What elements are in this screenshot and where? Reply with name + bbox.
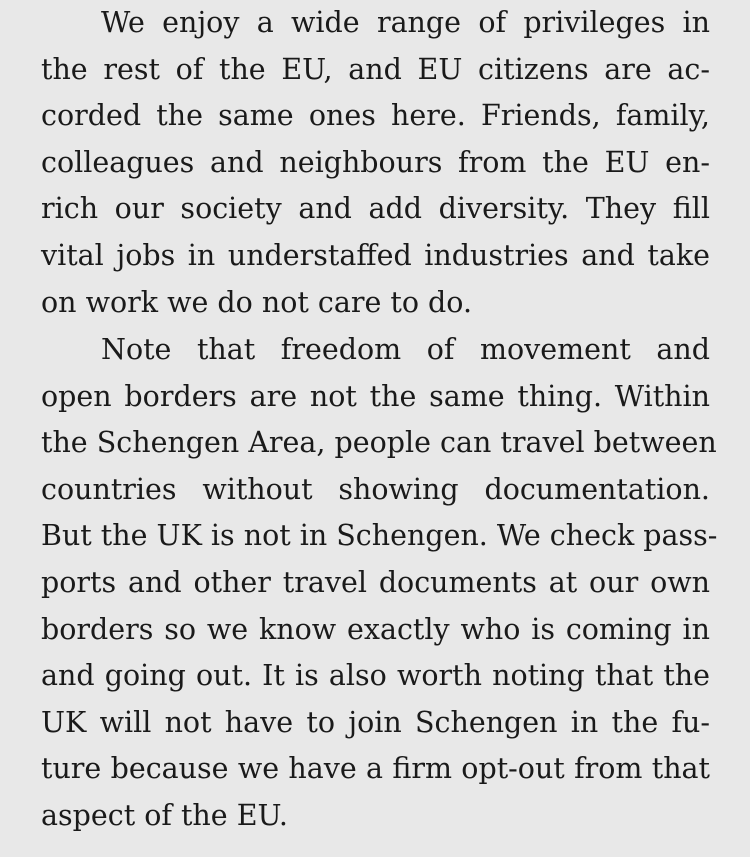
text-line: rich our society and add diversity. They fill [41,192,710,226]
text-line: UK will not have to join Schengen in the fu- [41,705,710,739]
text-line: borders so we know exactly who is coming in [41,612,710,646]
text-line: colleagues and neighbours from the EU en- [41,145,710,179]
paragraph-privileges [41,0,710,326]
text-line: aspect of the EU. [41,798,288,832]
text-line: ports and other travel documents at our own [41,565,710,599]
text-line: the Schengen Area, people can travel between [41,426,717,460]
text-line: ture because we have a firm opt-out from that [41,752,710,786]
text-line: on work we do not care to do. [41,285,473,319]
text-line: open borders are not the same thing. Within [41,379,710,413]
text-line: But the UK is not in Schengen. We check pass- [41,519,718,553]
text-line: Note that freedom of movement and [101,333,710,366]
text-line: countries without showing documentation. [41,472,710,506]
text-line: vital jobs in understaffed industries and take [41,238,710,272]
text-line: We enjoy a wide range of privileges in [101,6,710,39]
paragraph-schengen [41,327,718,840]
text-line: corded the same ones here. Friends, family, [41,99,710,133]
text-line: and going out. It is also worth noting that the [41,659,710,693]
text-line: the rest of the EU, and EU citizens are ac- [41,52,710,86]
